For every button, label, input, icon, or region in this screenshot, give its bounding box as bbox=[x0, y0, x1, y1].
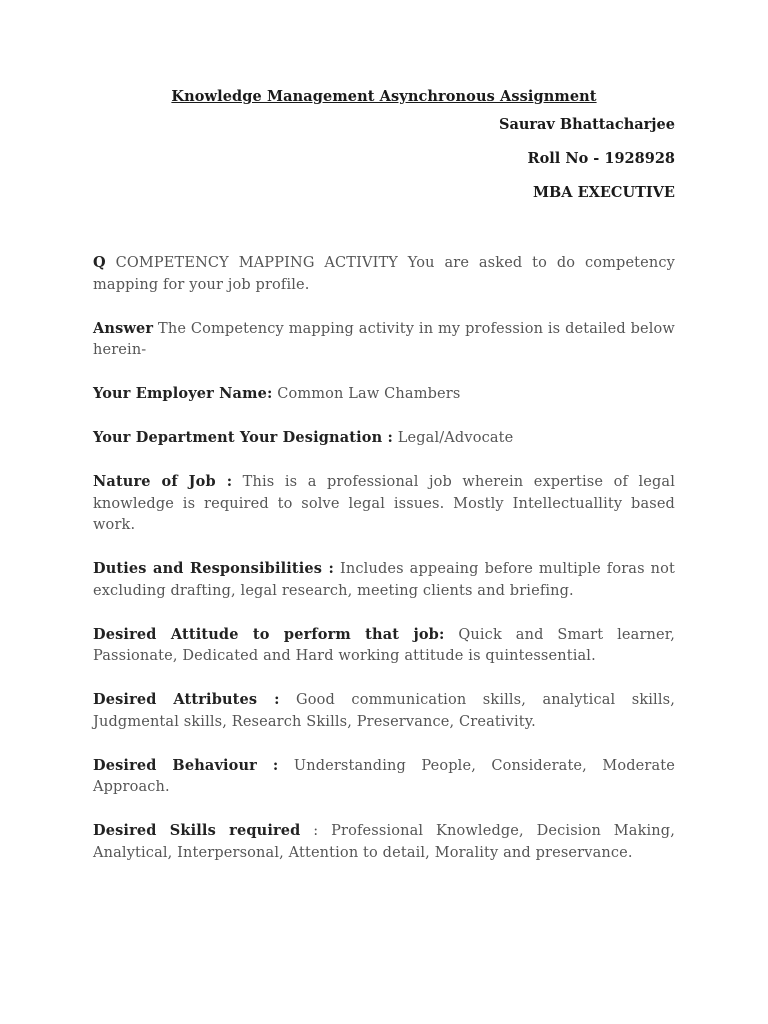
section-text: COMPETENCY MAPPING ACTIVITY You are asked to do competency mapping for your job profile. bbox=[93, 255, 675, 293]
section-text: Quick and Smart learner, Passionate, Dedicated and Hard working attitude is quintessential. bbox=[93, 626, 675, 664]
answer-paragraph bbox=[93, 318, 675, 362]
section-label: Your Employer Name: bbox=[93, 385, 273, 402]
nature-of-job-paragraph bbox=[93, 471, 675, 537]
attributes-paragraph bbox=[93, 689, 675, 733]
section-text: Legal/Advocate bbox=[392, 430, 514, 446]
section-text: Includes appeaing before multiple foras not excluding drafting, legal research, meeting clients and briefing. bbox=[93, 561, 675, 599]
duties-paragraph bbox=[93, 558, 675, 602]
section-label: Duties and Responsibilities : bbox=[93, 560, 335, 577]
designation-paragraph bbox=[93, 427, 675, 450]
section-label: Desired Attributes : bbox=[93, 691, 280, 708]
document-title: Knowledge Management Asynchronous Assignment bbox=[171, 88, 597, 105]
program-name: MBA EXECUTIVE bbox=[532, 184, 675, 201]
attitude-paragraph bbox=[93, 624, 675, 668]
section-label: Desired Attitude to perform that job: bbox=[93, 625, 445, 643]
section-label: Desired Behaviour : bbox=[93, 756, 279, 774]
roll-number: Roll No - 1928928 bbox=[527, 150, 675, 167]
section-label: Answer bbox=[93, 319, 154, 337]
section-text: The Competency mapping activity in my profession is detailed below herein- bbox=[93, 320, 675, 358]
employer-paragraph bbox=[93, 383, 675, 406]
document-body bbox=[93, 86, 675, 886]
section-text: Common Law Chambers bbox=[272, 386, 461, 402]
section-label: Q bbox=[93, 254, 106, 271]
section-label: Nature of Job : bbox=[93, 473, 233, 490]
behaviour-paragraph bbox=[93, 755, 675, 799]
section-label: Desired Skills required bbox=[93, 822, 301, 839]
section-text: Understanding People, Considerate, Moderate Approach. bbox=[93, 757, 675, 795]
skills-paragraph bbox=[93, 820, 675, 864]
section-label: Your Department Your Designation : bbox=[93, 429, 393, 446]
section-text: This is a professional job wherein expertise of legal knowledge is required to solve legal issues. Mostly Intellectuallity based work. bbox=[93, 474, 675, 533]
section-text: : Professional Knowledge, Decision Making, Analytical, Interpersonal, Attention to detail, Morality and preservance. bbox=[93, 823, 675, 861]
section-text: Good communication skills, analytical skills, Judgmental skills, Research Skills, Preservance, Creativity. bbox=[93, 692, 675, 730]
author-block bbox=[93, 108, 675, 210]
author-name: Saurav Bhattacharjee bbox=[498, 116, 675, 133]
question-paragraph bbox=[93, 252, 675, 296]
